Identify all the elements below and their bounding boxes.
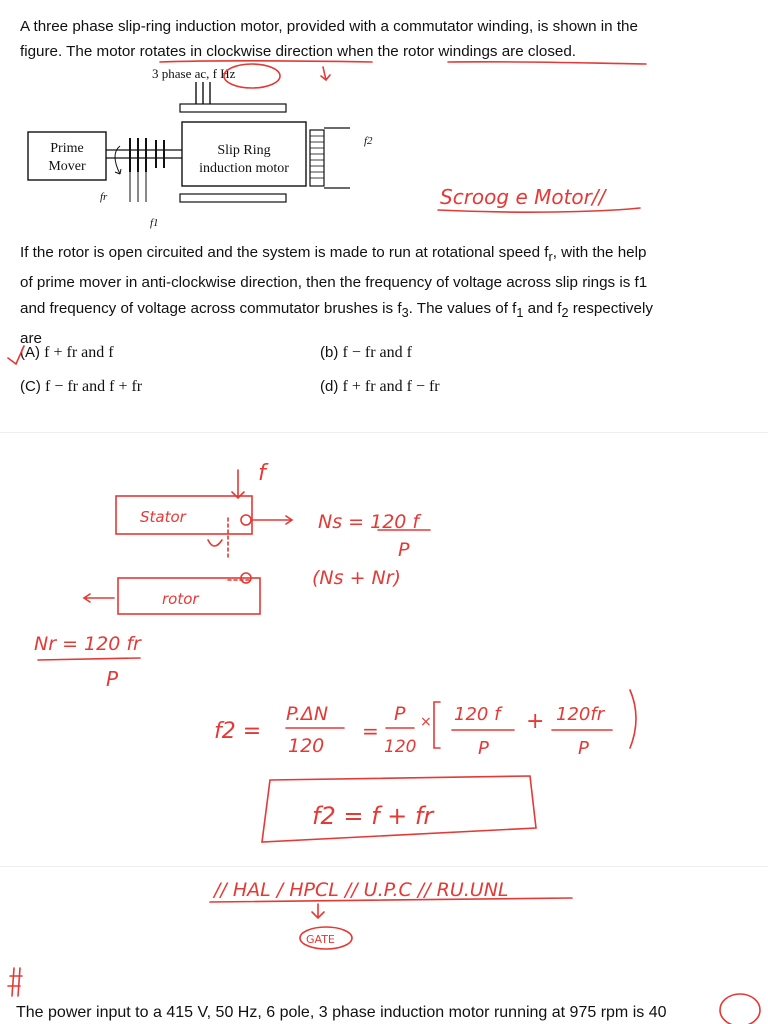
question-intro <box>20 14 740 64</box>
note-rotor: rotor <box>162 590 199 608</box>
note-gate: GATE <box>306 933 335 946</box>
option-d-value: f + fr and f − fr <box>342 378 440 395</box>
result-equation: f2 = f + fr <box>312 802 434 830</box>
option-c-value: f − fr and f + fr <box>45 378 143 395</box>
note-ns-sum: (Ns + Nr) <box>312 567 401 589</box>
motor-label-line2: induction motor <box>199 161 289 176</box>
option-b-label: (b) <box>320 344 339 361</box>
para2-line-3: and frequency of voltage across commutator brushes is $f_3$. The values of $f_1$ and $f_2$ respectively <box>20 300 653 321</box>
option-d-label: (d) <box>320 378 339 395</box>
note-stator: Stator <box>140 508 186 526</box>
note-exams: // HAL / HPCL // U.P.C // RU.UNL <box>214 879 509 901</box>
next-question-text: The power input to a 415 V, 50 Hz, 6 pole, 3 phase induction motor running at 975 rpm is 40 <box>16 1004 667 1021</box>
note-f-top: f <box>258 461 266 486</box>
question-line-2: figure. The motor rotates in clockwise direction when the rotor windings are closed. <box>20 43 577 60</box>
note-ns-den: P <box>398 539 410 561</box>
note-hash: # <box>0 0 1 1</box>
eq-120: 120 <box>384 737 417 757</box>
eq-num: P.ΔN <box>286 703 329 725</box>
label-fr: fr <box>100 191 108 203</box>
eq-times: × <box>420 714 432 730</box>
motor-label-line1: Slip Ring <box>217 143 271 158</box>
prime-mover-line2: Mover <box>48 159 86 174</box>
para2-line-4: are <box>20 330 42 348</box>
section-divider-2 <box>0 866 768 867</box>
option-b <box>320 344 412 362</box>
option-c-label: (C) <box>20 378 41 395</box>
option-a-label: (A) <box>20 344 40 361</box>
eq-term1-den: P <box>478 738 489 759</box>
prime-mover-line1: Prime <box>50 141 84 156</box>
motor-figure <box>20 62 373 232</box>
eq-equals: = <box>362 719 379 743</box>
option-a-value: f + fr and f <box>44 344 114 361</box>
eq-term2-num: 120fr <box>556 704 605 725</box>
option-c <box>20 378 142 396</box>
option-d <box>320 378 440 396</box>
note-squirrel-motor: Scroog e Motor// <box>440 185 606 209</box>
label-f1: f1 <box>150 217 159 229</box>
note-nr-eq: Nr = 120 fr <box>34 633 141 655</box>
option-a <box>20 344 114 362</box>
eq-term1-num: 120 f <box>454 704 501 725</box>
section-divider <box>0 432 768 433</box>
eq-p: P <box>394 703 406 725</box>
eq-den: 120 <box>288 735 325 757</box>
label-f2: f2 <box>364 135 373 147</box>
eq-plus: + <box>526 709 545 734</box>
para2-line-2: of prime mover in anti-clockwise direction, then the frequency of voltage across slip rings is f1 <box>20 274 648 292</box>
note-ns-eq: Ns = 120 f <box>318 511 420 533</box>
eq-term2-den: P <box>578 738 589 759</box>
option-b-value: f − fr and f <box>342 344 412 361</box>
note-nr-den: P <box>106 667 119 691</box>
question-line-1: A three phase slip-ring induction motor, provided with a commutator winding, is shown in the <box>20 18 638 35</box>
para2-line-1: If the rotor is open circuited and the system is made to run at rotational speed $f_r$, with the help <box>20 244 647 265</box>
eq-f2-lhs: f2 = <box>214 719 262 744</box>
question-body <box>20 240 740 352</box>
supply-label: 3 phase ac, f Hz <box>152 66 236 81</box>
